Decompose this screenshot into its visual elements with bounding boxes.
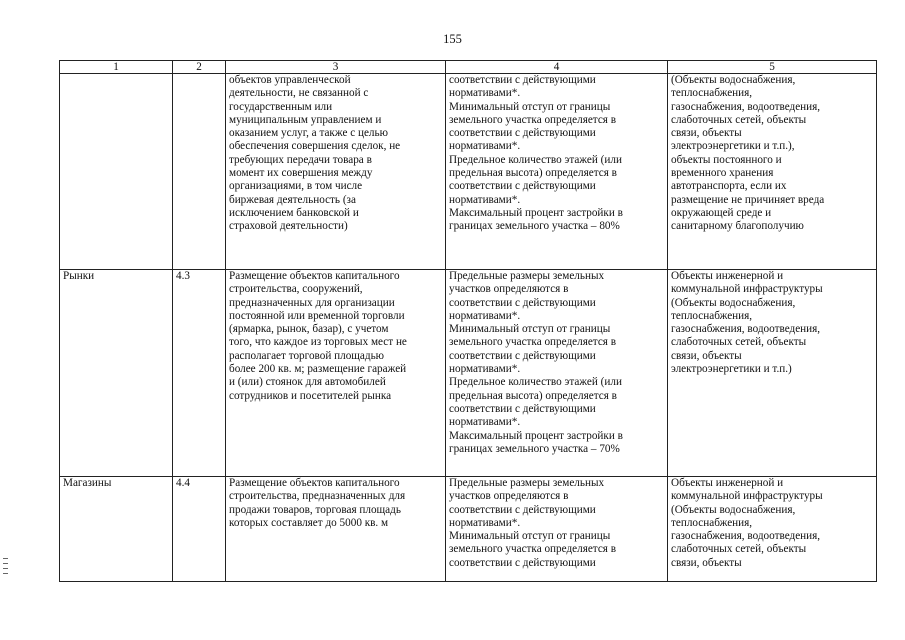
parameters-line: соответствии с действующими: [449, 503, 596, 516]
description-line: Размещение объектов капитального: [229, 270, 400, 282]
margin-marks: [3, 558, 8, 578]
description-line: Размещение объектов капитального: [229, 477, 400, 489]
description-line: деятельности, не связанной с: [229, 87, 369, 100]
description-line: объектов управленческой: [229, 74, 351, 86]
auxiliary-line: санитарному благополучию: [671, 220, 804, 233]
use-code-cell: [173, 74, 226, 270]
parameters-line: земельного участка определяется в: [449, 336, 617, 349]
auxiliary-line: электроэнергетики и т.п.),: [671, 140, 795, 153]
description-line: муниципальным управлением и: [229, 113, 382, 126]
use-code-cell: 4.3: [173, 270, 226, 477]
auxiliary-line: газоснабжения, водоотведения,: [671, 100, 821, 113]
parameters-line: нормативами*.: [449, 87, 521, 100]
auxiliary-line: Объекты инженерной и: [671, 477, 784, 489]
parameters-line: соответствии с действующими: [449, 556, 596, 569]
auxiliary-cell: [668, 477, 877, 582]
auxiliary-line: (Объекты водоснабжения,: [671, 503, 796, 516]
auxiliary-line: Объекты инженерной и: [671, 270, 784, 282]
parameters-line: Минимальный отступ от границы: [449, 100, 611, 113]
auxiliary-line: коммунальной инфраструктуры: [671, 283, 823, 296]
auxiliary-line: теплоснабжения,: [671, 516, 753, 529]
description-line: исключением банковской и: [229, 206, 359, 219]
parameters-line: земельного участка определяется в: [449, 113, 617, 126]
description-line: момент их совершения между: [229, 167, 373, 180]
parameters-line: нормативами*.: [449, 363, 521, 376]
table-row: [60, 270, 877, 477]
description-line: которых составляет до 5000 кв. м: [229, 516, 389, 529]
description-line: (ярмарка, рынок, базар), с учетом: [229, 323, 389, 336]
description-cell: [226, 477, 446, 582]
parameters-line: нормативами*.: [449, 516, 521, 529]
column-header-3: 3: [226, 61, 446, 74]
description-line: сотрудников и посетителей рынка: [229, 389, 392, 402]
auxiliary-line: теплоснабжения,: [671, 87, 753, 100]
auxiliary-line: временного хранения: [671, 167, 774, 180]
auxiliary-line: связи, объекты: [671, 349, 742, 362]
auxiliary-line: автотранспорта, если их: [671, 180, 787, 193]
parameters-line: предельная высота) определяется в: [449, 389, 617, 402]
table-header-row: [60, 61, 877, 74]
description-line: организациями, в том числе: [229, 180, 363, 193]
auxiliary-line: слаботочных сетей, объекты: [671, 113, 807, 126]
parameters-line: предельная высота) определяется в: [449, 167, 617, 180]
parameters-cell: [446, 74, 668, 270]
description-line: биржевая деятельность (за: [229, 193, 356, 206]
parameters-line: границах земельного участка – 80%: [449, 220, 620, 233]
parameters-line: соответствии с действующими: [449, 180, 596, 193]
auxiliary-line: размещение не причиняет вреда: [671, 193, 825, 206]
parameters-line: Предельное количество этажей (или: [449, 153, 622, 166]
parameters-line: участков определяются в: [449, 490, 569, 503]
parameters-line: Максимальный процент застройки в: [449, 206, 623, 219]
auxiliary-line: связи, объекты: [671, 556, 742, 569]
description-line: государственным или: [229, 100, 333, 113]
column-header-2: 2: [173, 61, 226, 74]
description-line: располагает торговой площадью: [229, 349, 385, 362]
column-header-4: 4: [446, 61, 668, 74]
description-line: страховой деятельности): [229, 220, 348, 233]
parameters-line: соответствии с действующими: [449, 349, 596, 362]
parameters-cell: [446, 270, 668, 477]
parameters-line: соответствии с действующими: [449, 402, 596, 415]
table-row: [60, 74, 877, 270]
description-cell: [226, 74, 446, 270]
parameters-line: нормативами*.: [449, 309, 521, 322]
parameters-line: нормативами*.: [449, 193, 521, 206]
parameters-line: соответствии с действующими: [449, 127, 596, 140]
parameters-line: земельного участка определяется в: [449, 543, 617, 556]
description-line: требующих передачи товара в: [229, 153, 372, 166]
parameters-line: Максимальный процент застройки в: [449, 429, 623, 442]
description-line: строительства, предназначенных для: [229, 490, 406, 503]
use-name-cell: Рынки: [60, 270, 173, 477]
parameters-line: нормативами*.: [449, 416, 521, 429]
description-line: строительства, сооружений,: [229, 283, 363, 296]
auxiliary-line: связи, объекты: [671, 127, 742, 140]
parameters-line: участков определяются в: [449, 283, 569, 296]
table-row: [60, 477, 877, 582]
auxiliary-line: газоснабжения, водоотведения,: [671, 323, 821, 336]
parameters-line: соответствии с действующими: [449, 296, 596, 309]
column-header-1: 1: [60, 61, 173, 74]
description-line: постоянной или временной торговли: [229, 309, 405, 322]
auxiliary-line: теплоснабжения,: [671, 309, 753, 322]
description-line: и (или) стоянок для автомобилей: [229, 376, 386, 389]
description-line: продажи товаров, торговая площадь: [229, 503, 401, 516]
parameters-cell: [446, 477, 668, 582]
description-cell: [226, 270, 446, 477]
auxiliary-line: слаботочных сетей, объекты: [671, 336, 807, 349]
use-code-cell: 4.4: [173, 477, 226, 582]
parameters-line: нормативами*.: [449, 140, 521, 153]
description-line: предназначенных для организации: [229, 296, 395, 309]
parameters-line: Предельное количество этажей (или: [449, 376, 622, 389]
parameters-line: Минимальный отступ от границы: [449, 530, 611, 543]
column-header-5: 5: [668, 61, 877, 74]
zoning-table: [59, 60, 877, 582]
parameters-line: Предельные размеры земельных: [449, 477, 605, 489]
auxiliary-cell: [668, 74, 877, 270]
description-line: обеспечения совершения сделок, не: [229, 140, 401, 153]
auxiliary-line: коммунальной инфраструктуры: [671, 490, 823, 503]
use-name-cell: Магазины: [60, 477, 173, 582]
parameters-line: Минимальный отступ от границы: [449, 323, 611, 336]
auxiliary-line: газоснабжения, водоотведения,: [671, 530, 821, 543]
auxiliary-line: (Объекты водоснабжения,: [671, 74, 796, 86]
auxiliary-line: объекты постоянного и: [671, 153, 782, 166]
auxiliary-line: окружающей среде и: [671, 206, 772, 219]
auxiliary-line: электроэнергетики и т.п.): [671, 363, 792, 376]
description-line: более 200 кв. м; размещение гаражей: [229, 363, 407, 376]
parameters-line: соответствии с действующими: [449, 74, 596, 86]
auxiliary-cell: [668, 270, 877, 477]
page-number: 155: [443, 32, 462, 46]
description-line: того, что каждое из торговых мест не: [229, 336, 407, 349]
auxiliary-line: (Объекты водоснабжения,: [671, 296, 796, 309]
parameters-line: Предельные размеры земельных: [449, 270, 605, 282]
use-name-cell: [60, 74, 173, 270]
auxiliary-line: слаботочных сетей, объекты: [671, 543, 807, 556]
description-line: оказанием услуг, а также с целью: [229, 127, 388, 140]
parameters-line: границах земельного участка – 70%: [449, 442, 620, 455]
